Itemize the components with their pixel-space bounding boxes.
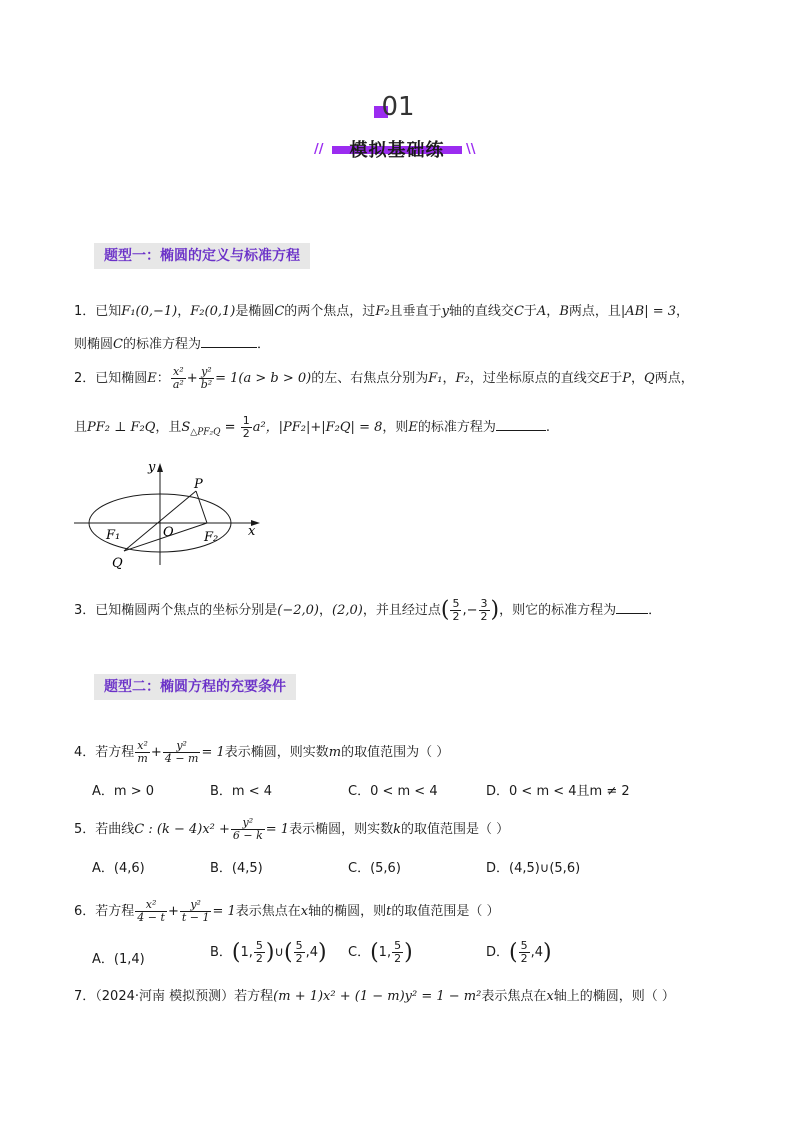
paren: (: [370, 940, 379, 965]
paren: ): [404, 940, 413, 965]
label-p: P: [194, 477, 203, 492]
math-area: S: [181, 420, 191, 435]
math-x: x: [546, 989, 554, 1004]
text: 轴上的椭圆，则（ ）: [553, 989, 675, 1004]
math-area-sub: △PF₂Q: [190, 427, 221, 438]
text: 若方程: [95, 904, 135, 919]
math-c-c: C: [113, 337, 123, 352]
math-p1: (−2,0): [277, 603, 320, 618]
text: ．: [648, 603, 662, 618]
fraction-half: $\frac{1}{2}$: [242, 414, 250, 440]
text: .: [545, 420, 551, 435]
fraction-x2-a2: $\frac{\text{x²}}{\text{a²}}$: [172, 365, 184, 391]
paren: (: [509, 940, 518, 965]
fraction-y2-6-k: $\frac{\text{y²}}{6 - k}$: [232, 816, 263, 842]
question-4: 4．若方程 $\frac{\text{x²}}{m}$ + $\frac{\text{y²}}{4 - m}$ = 1表示椭圆，则实数m的取值范围为（ ）: [74, 739, 450, 765]
header-banner: [322, 136, 472, 161]
section-title-2: 题型二：椭圆方程的充要条件: [94, 674, 296, 700]
math-eq: (m + 1)x² + (1 − m)y² = 1 − m²: [273, 989, 482, 1004]
question-number: 1．: [74, 304, 96, 319]
q5-option-d[interactable]: D．(4,5)∪(5,6): [486, 861, 581, 876]
text: 的取值范围是（ ）: [400, 822, 510, 837]
paren: (: [231, 940, 241, 965]
fraction-5-2: $\frac{5}{2}$: [520, 939, 528, 965]
text: ．: [256, 337, 270, 352]
text: ，过坐标原点的直线交: [469, 371, 600, 386]
math-f1: F₁(0,−1): [121, 304, 178, 319]
fraction-x2-4-t: $\frac{\text{x²}}{4 - t}$: [137, 898, 165, 924]
text: 若方程: [95, 745, 135, 760]
math-b: B: [559, 304, 569, 319]
math-eq: = 1: [201, 745, 225, 760]
question-6: 6．若方程 $\frac{\text{x²}}{4 - t}$ + $\frac{\text{y²}}{t - 1}$ = 1表示焦点在x轴的椭圆，则t的取值范围是（ ）: [74, 898, 500, 924]
question-number: 7．: [74, 989, 96, 1004]
math-k: k: [393, 822, 401, 837]
option-label: C．: [348, 945, 371, 960]
q4-option-c[interactable]: C．0 < m < 4: [348, 784, 438, 799]
math-e-c: E: [408, 420, 418, 435]
text: ，并且经过点: [362, 603, 441, 618]
paren: ): [318, 940, 327, 965]
question-1-line-1: [74, 303, 689, 321]
line-pf2: [196, 491, 207, 523]
paren-close: ): [490, 597, 500, 623]
ellipse-figure: [70, 455, 270, 575]
text: 表示椭圆，则实数: [289, 822, 394, 837]
text: 表示焦点在: [481, 989, 547, 1004]
math-f2: F₂(0,1): [190, 304, 236, 319]
q4-option-b[interactable]: B．m < 4: [210, 784, 273, 799]
text: 两点，: [654, 371, 694, 386]
question-number: 5．: [74, 822, 96, 837]
math-ab: |AB| = 3: [620, 304, 677, 319]
header-title: 模拟基础练: [349, 140, 445, 161]
text: 的取值范围是（ ）: [391, 904, 500, 919]
text: 若曲线: [95, 822, 135, 837]
header-number: 01: [381, 92, 415, 122]
math-e: E: [147, 371, 157, 386]
answer-blank: [201, 333, 257, 348]
answer-blank: [496, 416, 546, 431]
text: 的左、右焦点分别为: [311, 371, 429, 386]
question-5: [74, 817, 509, 842]
option-label: B．: [210, 945, 232, 960]
math-perp: PF₂ ⊥ F₂Q: [87, 420, 156, 435]
fraction-y2-b2: $\frac{\text{y²}}{\text{b²}}$: [200, 365, 213, 391]
option-label: D．: [486, 945, 510, 960]
union-symbol: ∪: [274, 945, 285, 960]
text: 的取值范围为（ ）: [341, 745, 450, 760]
math-curve: C : (k − 4)x² +: [134, 822, 230, 837]
fraction-5-2: $\frac{5}{2}$: [394, 939, 402, 965]
text: 若方程: [234, 989, 274, 1004]
label-y: y: [148, 460, 156, 475]
paren: ): [265, 940, 275, 965]
y-axis-arrow: [157, 463, 163, 472]
question-source: （2024·河南 模拟预测）: [95, 989, 235, 1004]
text: ，则: [382, 420, 409, 435]
math-f2: F₂: [455, 371, 470, 386]
label-q: Q: [112, 556, 123, 571]
text: ，: [177, 304, 191, 319]
text: 且: [74, 420, 88, 435]
text: ，: [546, 304, 560, 319]
q4-option-d[interactable]: D．0 < m < 4且m ≠ 2: [486, 784, 630, 799]
text: 的标准方程为: [122, 337, 201, 352]
label-x: x: [248, 524, 256, 539]
fraction-5-2: $\frac{5}{2}$: [452, 597, 460, 623]
text: 的标准方程为: [417, 420, 496, 435]
math-f1: F₁: [428, 371, 443, 386]
q5-option-b[interactable]: B．(4,5): [210, 861, 263, 876]
question-number: 2．: [74, 371, 96, 386]
text: 于: [609, 371, 623, 386]
text: 轴的直线交: [448, 304, 514, 319]
fraction-5-2-b: $\frac{5}{2}$: [295, 939, 303, 965]
label-o: O: [163, 525, 174, 540]
q4-option-a[interactable]: A．m > 0: [92, 784, 154, 799]
question-7: [74, 988, 675, 1006]
q5-option-a[interactable]: A．(4,6): [92, 861, 145, 876]
text: 已知椭圆: [95, 371, 148, 386]
label-f1: F₁: [106, 528, 121, 543]
math-y: y: [441, 304, 449, 319]
section-title-1: 题型一：椭圆的定义与标准方程: [94, 243, 310, 269]
header-right-deco: \\: [466, 142, 476, 157]
math-e-b: E: [599, 371, 610, 386]
label-f2: F₂: [204, 530, 219, 545]
text: =: [220, 420, 240, 435]
text: 轴的椭圆，则: [308, 904, 387, 919]
paren-open: (: [440, 597, 450, 623]
math-condition: = 1(a > b > 0): [215, 371, 312, 386]
q6-option-d[interactable]: D．( $\frac{5}{2}$ ,4): [486, 939, 552, 965]
text: ，: [319, 603, 333, 618]
text: 两点，且: [568, 304, 621, 319]
answer-blank: [616, 599, 648, 614]
text: 的两个焦点，过: [284, 304, 376, 319]
text: 表示椭圆，则实数: [224, 745, 329, 760]
text: ，且: [155, 420, 182, 435]
text: 则椭圆: [74, 337, 114, 352]
paren: ): [543, 940, 552, 965]
paren: (: [284, 940, 293, 965]
math-x: x: [300, 904, 309, 919]
text: ，则它的标准方程为: [499, 603, 617, 618]
q5-option-c[interactable]: C．(5,6): [348, 861, 401, 876]
q6-option-b[interactable]: B．(1, $\frac{5}{2}$ )∪( $\frac{5}{2}$ ,4): [210, 939, 327, 965]
question-number: 3．: [74, 603, 96, 618]
question-2-line-1: 2．已知椭圆E： $\frac{\text{x²}}{\text{a²}}$ + $\frac{\text{y²}}{\text{b²}}$ = 1(a > b > 0)的左、右焦点分别为F₁，F₂，过坐标原点的直线交E于P，Q两点，: [74, 365, 694, 391]
q6-option-a[interactable]: A．(1,4): [92, 952, 145, 967]
math-m: m: [328, 745, 342, 760]
math-a: A: [536, 304, 547, 319]
math-q: Q: [644, 371, 655, 386]
math-sum: ，|PF₂|+|F₂Q| = 8: [265, 420, 383, 435]
text: ：: [156, 371, 170, 386]
text: 已知椭圆两个焦点的坐标分别是: [95, 603, 278, 618]
fraction-5-2: $\frac{5}{2}$: [255, 939, 263, 965]
question-number: 6．: [74, 904, 96, 919]
text: 已知: [95, 304, 122, 319]
text: 是椭圆: [235, 304, 275, 319]
math-c-b: C: [513, 304, 524, 319]
fraction-y2-t-1: $\frac{\text{y²}}{t - 1}$: [181, 898, 210, 924]
question-2-line-2: [74, 415, 550, 442]
math-c: C: [274, 304, 285, 319]
fraction-y2-4-m: $\frac{\text{y²}}{4 - m}$: [164, 739, 199, 765]
math-p2: (2,0): [332, 603, 363, 618]
math-a2: a²: [252, 420, 266, 435]
question-number: 4．: [74, 745, 96, 760]
question-3: 3．已知椭圆两个焦点的坐标分别是(−2,0)，(2,0)，并且经过点( $\frac{5}{2}$ ,− $\frac{3}{2}$ )，则它的标准方程为 ．: [74, 597, 662, 623]
q6-option-c[interactable]: C．(1, $\frac{5}{2}$ ): [348, 939, 413, 965]
question-1-line-2: [74, 333, 270, 354]
math-p: P: [622, 371, 632, 386]
text: ，: [676, 304, 690, 319]
fraction-x2-m: $\frac{\text{x²}}{m}$: [137, 739, 148, 765]
text: 于: [523, 304, 537, 319]
header-left-deco: //: [314, 142, 324, 157]
math-eq: = 1: [265, 822, 290, 837]
math-t: t: [386, 904, 392, 919]
text: 且垂直于: [389, 304, 442, 319]
text: 表示焦点在: [235, 904, 301, 919]
math-eq: = 1: [212, 904, 236, 919]
fraction-3-2: $\frac{3}{2}$: [480, 597, 488, 623]
math-f2-b: F₂: [375, 304, 390, 319]
